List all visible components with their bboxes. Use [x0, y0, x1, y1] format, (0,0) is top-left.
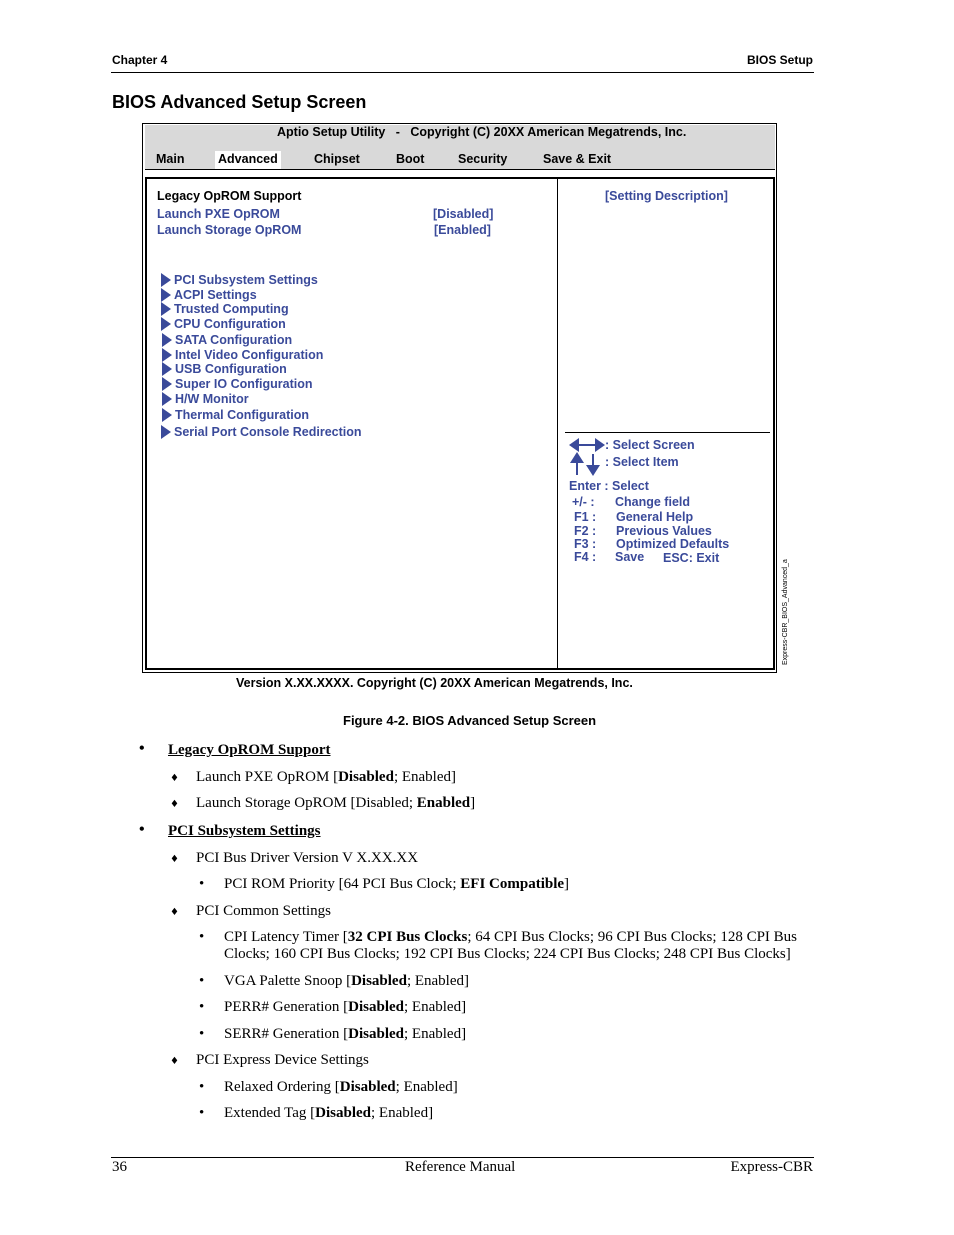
submenu-arrow-icon — [162, 377, 172, 391]
help-rule — [565, 432, 770, 433]
option-pxe-label[interactable]: Launch PXE OpROM — [157, 207, 280, 221]
header-rule — [111, 72, 814, 73]
pci-bus-driver: PCI Bus Driver Version V X.XX.XX — [196, 850, 419, 866]
bullet-icon: • — [139, 740, 145, 757]
diamond-bullet-icon: ♦ — [170, 907, 179, 918]
page-number: 36 — [112, 1159, 127, 1175]
pci-subsystem-heading[interactable]: PCI Subsystem Settings — [168, 823, 321, 839]
submenu-arrow-icon — [162, 408, 172, 422]
tab-boot[interactable]: Boot — [396, 152, 425, 166]
latency-timer-setting-cont: Clocks; 160 CPI Bus Clocks; 192 CPI Bus Clocks; 224 CPI Bus Clocks; 248 CPI Bus Clocks] — [224, 946, 791, 962]
key-f1-desc: General Help — [616, 510, 694, 524]
tab-main[interactable]: Main — [156, 152, 185, 166]
key-f3-desc: Optimized Defaults — [616, 537, 730, 551]
latency-timer-setting: CPI Latency Timer [32 CPI Bus Clocks; 64 CPI Bus Clocks; 96 CPI Bus Clocks; 128 CPI Bus — [224, 929, 798, 945]
legacy-oprom-heading[interactable]: Legacy OpROM Support — [168, 742, 331, 758]
section-label: BIOS Setup — [746, 53, 813, 67]
submenu-item[interactable]: USB Configuration — [162, 362, 287, 376]
key-select-item: : Select Item — [605, 455, 679, 469]
submenu-arrow-icon — [161, 302, 171, 316]
submenu-arrow-icon — [162, 333, 172, 347]
submenu-item[interactable]: ACPI Settings — [161, 288, 257, 302]
submenu-arrow-icon — [161, 288, 171, 302]
submenu-arrow-icon — [161, 273, 171, 287]
product-name: Express-CBR — [730, 1159, 813, 1175]
rom-priority-setting: PCI ROM Priority [64 PCI Bus Clock; EFI Compatible] — [224, 876, 570, 892]
help-title: [Setting Description] — [605, 189, 728, 203]
submenu-item[interactable]: CPU Configuration — [161, 317, 286, 331]
key-f3: F3 : — [574, 537, 597, 551]
chapter-label: Chapter 4 — [112, 53, 168, 67]
bios-main-panel — [145, 177, 775, 670]
submenu-arrow-icon — [161, 317, 171, 331]
submenu-item[interactable]: PCI Subsystem Settings — [161, 273, 318, 287]
figure-caption: Figure 4-2. BIOS Advanced Setup Screen — [343, 713, 597, 728]
dot-bullet-icon: • — [199, 876, 205, 892]
option-storage-value[interactable]: [Enabled] — [434, 223, 491, 237]
submenu-arrow-icon — [162, 348, 172, 362]
submenu-item[interactable]: Super IO Configuration — [162, 377, 313, 391]
diamond-bullet-icon: ♦ — [170, 854, 179, 865]
key-f1: F1 : — [574, 510, 597, 524]
dot-bullet-icon: • — [199, 973, 205, 989]
submenu-arrow-icon — [162, 392, 172, 406]
figure-id-label: Express-CBR_BIOS_Advanced_a — [782, 559, 789, 665]
relaxed-ordering-setting: Relaxed Ordering [Disabled; Enabled] — [224, 1079, 458, 1095]
submenu-item[interactable]: H/W Monitor — [162, 392, 249, 406]
serr-setting: SERR# Generation [Disabled; Enabled] — [224, 1026, 467, 1042]
diamond-bullet-icon: ♦ — [170, 1056, 179, 1067]
key-enter: Enter : Select — [569, 479, 649, 493]
key-esc: ESC: Exit — [663, 551, 720, 565]
diamond-bullet-icon: ♦ — [170, 773, 179, 784]
key-plusminus: +/- : — [572, 495, 595, 509]
bios-title — [277, 125, 686, 139]
section-title: BIOS Advanced Setup Screen — [112, 92, 367, 112]
extended-tag-setting: Extended Tag [Disabled; Enabled] — [224, 1105, 434, 1121]
pci-express-settings: PCI Express Device Settings — [196, 1052, 369, 1068]
key-f4: F4 : — [574, 550, 597, 564]
bios-version-line: Version X.XX.XXXX. Copyright (C) 20XX American Megatrends, Inc. — [236, 676, 633, 690]
bios-title-sep: - — [395, 125, 400, 139]
pci-common-settings: PCI Common Settings — [196, 903, 332, 919]
submenu-item[interactable]: Serial Port Console Redirection — [161, 425, 362, 439]
submenu-item[interactable]: SATA Configuration — [162, 333, 292, 347]
perr-setting: PERR# Generation [Disabled; Enabled] — [224, 999, 467, 1015]
dot-bullet-icon: • — [199, 999, 205, 1015]
dot-bullet-icon: • — [199, 1105, 205, 1121]
submenu-item[interactable]: Trusted Computing — [161, 302, 289, 316]
submenu-item[interactable]: Intel Video Configuration — [162, 348, 323, 362]
group-label: Legacy OpROM Support — [157, 189, 302, 203]
storage-setting: Launch Storage OpROM [Disabled; Enabled] — [196, 795, 476, 811]
bios-title-copyright: Copyright (C) 20XX American Megatrends, Inc. — [410, 125, 687, 139]
tab-chipset[interactable]: Chipset — [314, 152, 360, 166]
key-f4-desc: Save — [615, 550, 645, 564]
key-f2-desc: Previous Values — [616, 524, 712, 538]
key-f2: F2 : — [574, 524, 597, 538]
vga-palette-setting: VGA Palette Snoop [Disabled; Enabled] — [224, 973, 469, 989]
up-down-arrows-icon — [568, 451, 602, 477]
option-pxe-value[interactable]: [Disabled] — [433, 207, 494, 221]
dot-bullet-icon: • — [199, 1026, 205, 1042]
key-plusminus-desc: Change field — [615, 495, 691, 509]
submenu-arrow-icon — [162, 362, 172, 376]
pxe-setting: Launch PXE OpROM [Disabled; Enabled] — [196, 769, 456, 785]
footer-rule — [111, 1157, 814, 1158]
submenu-item[interactable]: Thermal Configuration — [162, 408, 309, 422]
diamond-bullet-icon: ♦ — [170, 799, 179, 810]
tab-security[interactable]: Security — [458, 152, 508, 166]
tab-save-exit[interactable]: Save & Exit — [543, 152, 612, 166]
submenu-arrow-icon — [161, 425, 171, 439]
document-title: Reference Manual — [405, 1159, 516, 1175]
bios-panel-divider — [557, 179, 558, 668]
dot-bullet-icon: • — [199, 929, 205, 945]
bullet-icon: • — [139, 821, 145, 838]
key-select-screen: : Select Screen — [605, 438, 695, 452]
dot-bullet-icon: • — [199, 1079, 205, 1095]
tab-advanced[interactable]: Advanced — [215, 151, 281, 169]
bios-title-app: Aptio Setup Utility — [277, 125, 386, 139]
option-storage-label[interactable]: Launch Storage OpROM — [157, 223, 302, 237]
